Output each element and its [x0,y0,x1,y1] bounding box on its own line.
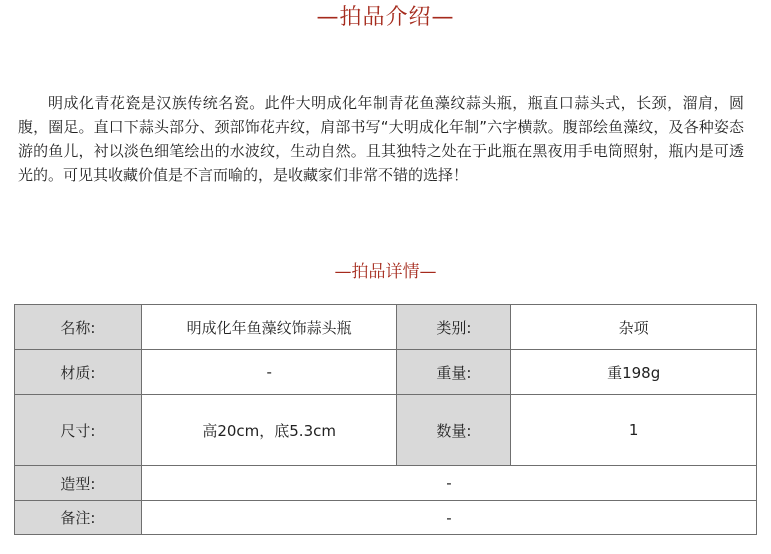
quantity-value: 1 [511,395,757,466]
quantity-label: 数量: [397,395,511,466]
category-value: 杂项 [511,305,757,350]
weight-value: 重198g [511,350,757,395]
details-section-title: —拍品详情— [334,262,437,282]
size-label: 尺寸: [15,395,142,466]
table-row [15,305,757,350]
details-table [14,304,757,535]
table-row [15,466,757,501]
table-row [15,350,757,395]
name-label: 名称: [15,305,142,350]
table-row [15,501,757,535]
material-label: 材质: [15,350,142,395]
remarks-label: 备注: [15,501,142,535]
intro-paragraph: 明成化青花瓷是汉族传统名瓷。此件大明成化年制青花鱼藻纹蒜头瓶，瓶直口蒜头式，长颈，溜肩，圆腹，圈足。直口下蒜头部分、颈部饰花卉纹，肩部书写“大明成化年制”六字横款。腹部绘鱼藻纹，及各种姿态游的鱼儿，衬以淡色细笔绘出的水波纹，生动自然。且其独特之处在于此瓶在黑夜用手电筒照射，瓶内是可透光的。可见其收藏价值是不言而喻的，是收藏家们非常不错的选择！ [18,94,744,184]
weight-label: 重量: [397,350,511,395]
material-value: - [141,350,397,395]
remarks-value: - [141,501,756,535]
size-value: 高20cm，底5.3cm [141,395,397,466]
table-row [15,395,757,466]
name-value: 明成化年鱼藻纹饰蒜头瓶 [141,305,397,350]
intro-section-title: —拍品介绍— [316,5,455,30]
shape-value: - [141,466,756,501]
shape-label: 造型: [15,466,142,501]
category-label: 类别: [397,305,511,350]
